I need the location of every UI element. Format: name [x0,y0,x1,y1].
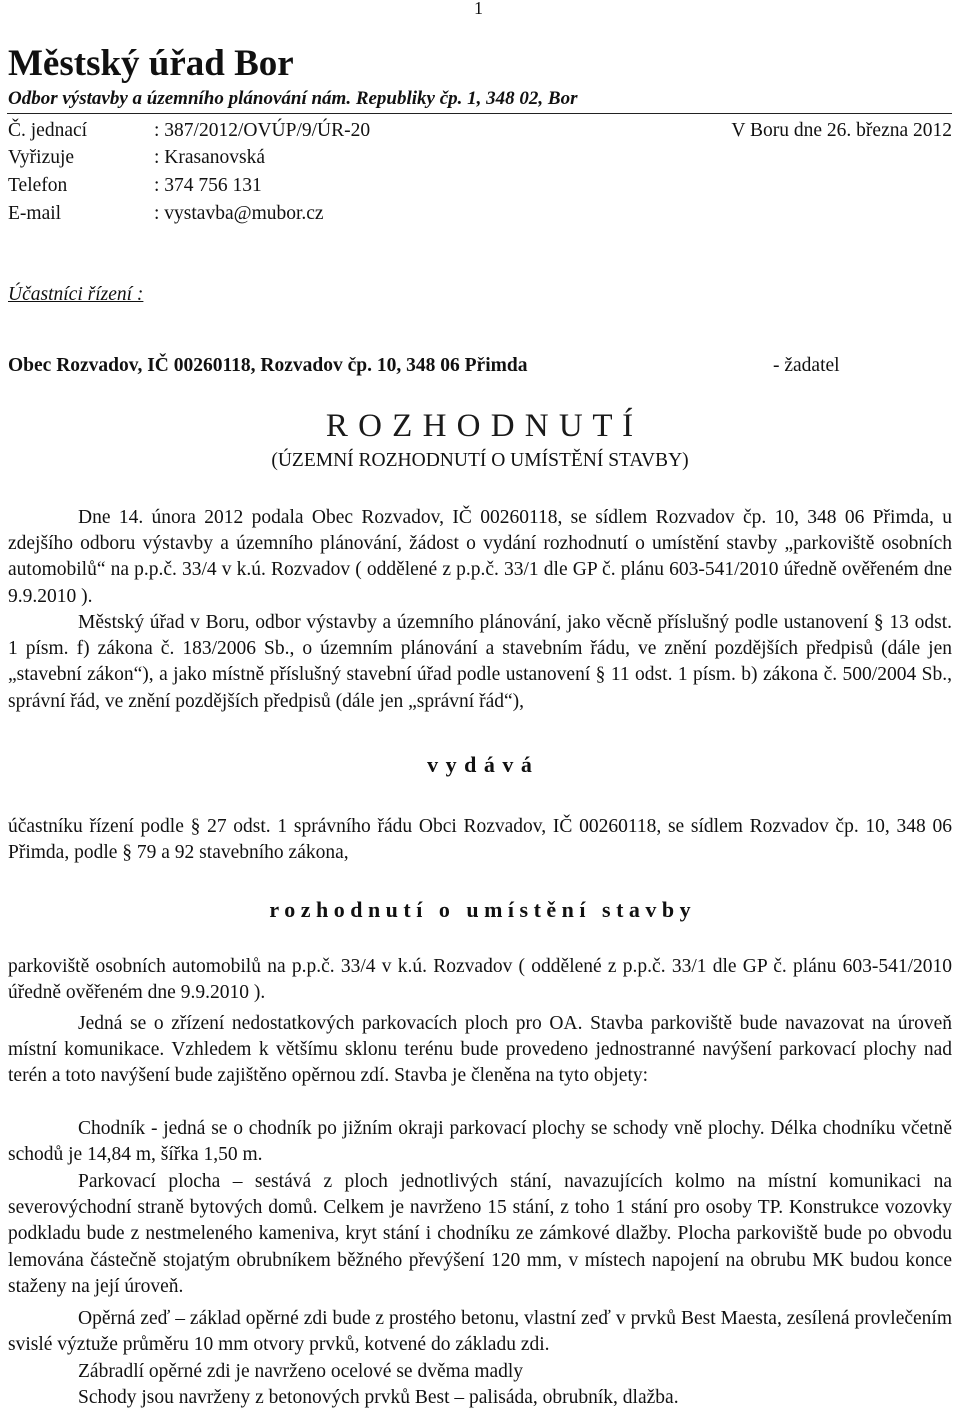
paragraph-authority: Městský úřad v Boru, odbor výstavby a územního plánování, jako věcně příslušný podle ustanovení § 13 odst. 1 písm. f) zákona č. 183/2006 Sb., o územním plánování a stavebním řádu, ve znění pozdějších předpisů (dále jen „stavební zákon“), a jako místně příslušný stavební úřad podle ustanovení § 11 odst. 1 písm. b) zákona č. 500/2004 Sb., správní řád, ve znění pozdějších předpisů (dále jen „správní řád“), [8,612,952,712]
phone-label: Telefon [8,175,68,196]
office-title: Městský úřad Bor [8,43,294,84]
office-department: Odbor výstavby a územního plánování nám. Republiky čp. 1, 348 02, Bor [8,88,578,109]
reference-value: : 387/2012/OVÚP/9/ÚR-20 [154,120,371,141]
page-number: 1 [474,0,483,18]
handler-label: Vyřizuje [8,147,75,168]
paragraph-application: Dne 14. února 2012 podala Obec Rozvadov, IČ 00260118, se sídlem Rozvadov čp. 10, 348 06 Přimda, u zdejšího odboru výstavby a územního plánování, žádost o vydání rozhodnutí o umístění stavby „parkoviště osobních automobilů“ na p.p.č. 33/4 v k.ú. Rozvadov ( oddělené z p.p.č. 33/1 dle GP č. plánu 603-541/2010 úředně ověřeném dne 9.9.2010 ). [8,507,952,607]
decision-type-heading: r o z h o d n u t í o u m í s t ě n í s t a v b y [269,897,691,922]
paragraph-description: Jedná se o zřízení nedostatkových parkovacích ploch pro OA. Stavba parkoviště bude navazovat na úroveň místní komunikace. Vzhledem k většímu sklonu terénu bude provedeno jednostranné navýšení parkovací plochy nad terén a toto navýšení bude zajištěno opěrnou zdí. Stavba je členěna na tyto objety: [8,1013,952,1087]
paragraph-railing: Zábradlí opěrné zdi je navrženo ocelové se dvěma madly [78,1361,524,1382]
paragraph-sidewalk: Chodník - jedná se o chodník po jižním okraji parkovací plochy se schody vně plochy. Délka chodníku včetně schodů je 14,84 m, šířka 1,50 m. [8,1118,952,1166]
paragraph-retaining-wall: Opěrná zeď – základ opěrné zdi bude z prostého betonu, vlastní zeď v prvků Best Maesta, zesílená provlečením svislé výztuže průměru 10 mm otvory prvků, kotvené do základu zdi. [8,1308,952,1356]
paragraph-stairs: Schody jsou navrženy z betonových prvků Best – palisáda, obrubník, dlažba. [78,1387,679,1408]
reference-label: Č. jednací [8,120,88,141]
issues-heading: v y d á v á [427,752,533,777]
email-value: : vystavba@mubor.cz [154,203,324,224]
paragraph-parking-area: Parkovací plocha – sestává z ploch jednotlivých stání, navazujících kolmo na místní komunikaci na severovýchodní straně bytových domů. Celkem je navrženo 15 stání, z toho 1 stání pro osoby TP. Konstrukce vozovky podkladu bude z nestmeleného kameniva, kryt stání i chodníku ze zámkové dlažby. Plocha parkoviště bude po obvodu lemována částečně stojatým obrubníkem běžného převýšení 120 mm, v místech napojení na obrubu MK budou konce staženy na její úroveň. [8,1171,952,1297]
phone-value: : 374 756 131 [154,175,262,196]
email-label: E-mail [8,203,62,224]
handler-value: : Krasanovská [154,147,266,168]
participants-heading: Účastníci řízení : [8,284,144,305]
paragraph-subject: parkoviště osobních automobilů na p.p.č. 33/4 v k.ú. Rozvadov ( oddělené z p.p.č. 33/1 dle GP č. plánu 603-541/2010 úředně ověřeném dne 9.9.2010 ). [8,956,952,1004]
party-role: - žadatel [773,355,840,376]
party-name: Obec Rozvadov, IČ 00260118, Rozvadov čp. 10, 348 06 Přimda [8,355,528,376]
paragraph-recipient: účastníku řízení podle § 27 odst. 1 správního řádu Obci Rozvadov, IČ 00260118, se sídlem Rozvadov čp. 10, 348 06 Přimda, podle § 79 a 92 stavebního zákona, [8,816,952,864]
decision-subtitle: (ÚZEMNÍ ROZHODNUTÍ O UMÍSTĚNÍ STAVBY) [271,450,689,471]
header-divider [7,113,952,114]
decision-title: R O Z H O D N U T Í [325,408,635,444]
document-date: V Boru dne 26. března 2012 [731,120,952,141]
